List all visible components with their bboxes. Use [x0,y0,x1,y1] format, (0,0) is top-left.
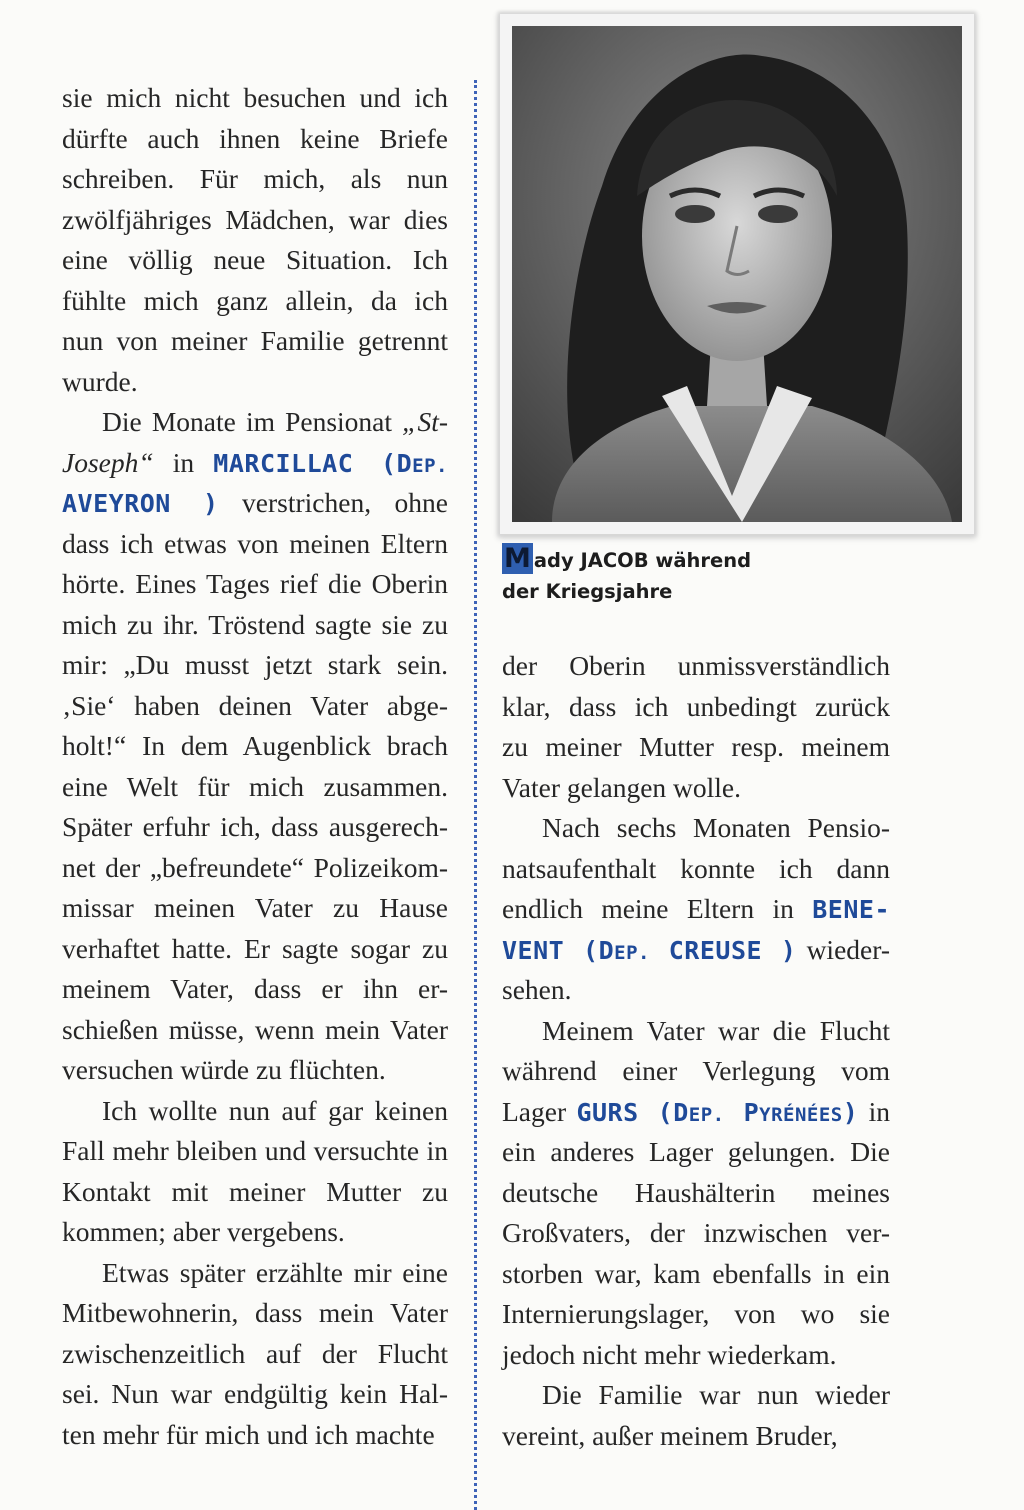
paragraph [502,1375,890,1456]
text-line [62,969,448,1010]
text-line [62,564,448,605]
text-line [62,321,448,362]
text-line [62,402,448,443]
text-line [62,645,448,686]
place-name: D [598,935,615,965]
text-line [502,1213,890,1254]
place-name: BENE- [812,895,890,924]
text-segment: jedoch nicht mehr wiederkam. [502,1338,837,1370]
text-line [502,687,890,728]
text-segment: zwölfjähriges Mädchen, war dies [62,203,448,235]
caption-line-1 [502,543,762,576]
text-line [502,970,890,1011]
italic-text: Joseph“ [62,446,154,478]
text-segment: dass ich etwas von meinen Eltern [62,527,448,559]
text-line [62,240,448,281]
text-segment: schreiben. Für mich, als nun [62,163,448,194]
right-text-column [502,646,890,1456]
text-segment: fühlte mich ganz allein, da ich [62,284,448,316]
text-line [62,1212,448,1253]
paragraph [62,402,448,1091]
text-segment: Kontakt mit meiner Mutter zu [62,1175,448,1207]
text-segment: kommen; aber vergebens. [62,1216,345,1247]
text-segment: eine völlig neue Situation. Ich [62,244,448,275]
photo-caption [502,543,762,607]
text-line [502,1416,890,1457]
paragraph [502,646,890,808]
text-segment: net der „befreundete“ Polizeikom- [62,851,448,883]
text-segment: zwischenzeitlich auf der Flucht [62,1337,448,1369]
text-segment: Lager [502,1095,577,1127]
portrait-photo [512,26,962,522]
column-divider [474,80,477,1510]
paragraph [502,808,890,1011]
text-line [62,767,448,808]
text-line [62,1010,448,1051]
text-line [62,483,448,524]
text-line [62,78,448,119]
text-line [502,930,890,971]
text-segment: schießen müsse, wenn mein Vater [62,1013,448,1045]
text-line [62,686,448,727]
text-segment: versuchen würde zu flüchten. [62,1054,386,1085]
text-line [502,727,890,768]
caption-initial: M [504,543,531,574]
text-segment: nun von meiner Familie getrennt [62,325,448,356]
text-segment: dürfte auch ihnen keine Briefe [62,122,448,154]
paragraph [62,1253,448,1456]
text-line [62,1374,448,1415]
text-segment: Großvaters, der inzwischen ver- [502,1217,890,1248]
italic-text: „St- [402,406,448,437]
place-name: P [724,1097,760,1127]
text-segment: storben war, kam ebenfalls in ein [502,1257,890,1289]
text-line [62,524,448,565]
text-line [62,1334,448,1375]
text-line [62,443,448,484]
text-line [62,362,448,403]
text-line [502,646,890,687]
text-segment: Nach sechs Monaten Pensio- [542,812,890,843]
text-segment: endlich meine Eltern in [502,893,813,924]
text-segment: hörte. Eines Tages rief die Oberin [62,568,448,599]
place-name: AVEYRON ) [62,489,219,518]
text-segment: in [153,446,214,478]
place-name: GURS ( [576,1097,674,1127]
text-segment: Die Familie war nun wieder [542,1379,890,1410]
text-segment: sehen. [502,974,572,1005]
text-segment: ein anderes Lager gelungen. Die [502,1136,890,1167]
text-segment: während einer Verlegung vom [502,1055,890,1086]
text-line [62,726,448,767]
text-line [62,1091,448,1132]
paragraph [502,1011,890,1376]
place-name: VENT ( [502,935,599,965]
text-segment: Etwas später erzählte mir eine [102,1256,448,1288]
text-line [62,1293,448,1334]
text-segment: natsaufenthalt konnte ich dann [502,852,890,884]
text-line [502,849,890,890]
text-segment: verhaftet hatte. Er sagte sogar zu [62,932,448,964]
text-line [502,1294,890,1335]
paragraph [62,1091,448,1253]
text-line [502,889,890,930]
text-segment: Meinem Vater war die Flucht [542,1014,890,1046]
text-segment: holt!“ In dem Augenblick brach [62,730,448,761]
text-segment: Internierungslager, von wo sie [502,1298,890,1329]
text-line [62,1172,448,1213]
text-line [62,807,448,848]
text-segment: wieder- [796,933,890,965]
text-segment: verstrichen, ohne [218,487,448,518]
text-line [502,1375,890,1416]
text-segment: Mitbewohnerin, dass mein Vater [62,1297,448,1328]
place-name-smallcaps: EP. [688,1103,725,1126]
text-line [502,1335,890,1376]
text-segment: wurde. [62,365,138,397]
place-name: D [396,448,413,478]
text-segment: sie mich nicht besuchen und ich [62,82,448,113]
text-segment: zu meiner Mutter resp. meinem [502,731,890,762]
text-segment: ten mehr für mich und ich machte [62,1418,435,1450]
text-line [62,1253,448,1294]
text-line [62,1050,448,1091]
text-line [62,929,448,970]
place-name: ) [842,1097,859,1127]
text-line [62,159,448,200]
text-segment: Vater gelangen wolle. [502,771,742,803]
text-segment: sei. Nun war endgültig kein Hal- [62,1378,448,1409]
place-name: D [673,1097,689,1127]
text-segment: eine Welt für mich zusammen. [62,770,448,802]
text-line [502,1051,890,1092]
text-segment: Ich wollte nun auf gar keinen [102,1094,448,1126]
text-line [502,1092,890,1133]
paragraph [62,78,448,402]
place-name-smallcaps: YRÉNÉES [759,1103,843,1126]
text-segment: Die Monate im Pensionat [102,406,403,437]
place-name: MARCILLAC ( [213,448,397,478]
text-segment: mir: „Du musst jetzt stark sein. [62,649,448,680]
text-line [502,1173,890,1214]
text-segment: ‚Sie‘ haben deinen Vater abge- [62,689,448,721]
text-line [62,888,448,929]
place-name: CREUSE ) [649,935,797,965]
text-segment: mich zu ihr. Tröstend sagte sie zu [62,608,448,640]
text-line [62,119,448,160]
text-line [502,808,890,849]
text-line [502,1254,890,1295]
text-segment: meinem Vater, dass er ihn er- [62,973,448,1004]
caption-line-2: der Kriegsjahre [502,580,673,603]
text-segment: vereint, außer meinem Bruder, [502,1419,838,1451]
place-name-smallcaps: EP. [412,454,448,477]
text-segment: klar, dass ich unbedingt zurück [502,690,890,722]
text-segment: in [858,1095,891,1127]
text-line [62,1131,448,1172]
text-line [62,1415,448,1456]
place-name-smallcaps: EP. [614,941,650,964]
text-line [62,848,448,889]
text-segment: deutsche Haushälterin meines [502,1176,890,1208]
text-line [502,1132,890,1173]
text-segment: missar meinen Vater zu Hause [62,892,448,923]
text-line [62,281,448,322]
text-line [502,1011,890,1052]
text-line [62,605,448,646]
caption-line-1-text: ady JACOB während [533,549,752,572]
text-segment: der Oberin unmissverständlich [502,650,890,681]
text-segment: Später erfuhr ich, dass ausgerech- [62,811,448,842]
text-line [62,200,448,241]
photo-frame [500,14,974,534]
left-text-column [62,78,448,1455]
text-segment: Fall mehr bleiben und versuchte in [62,1135,448,1166]
text-line [502,768,890,809]
